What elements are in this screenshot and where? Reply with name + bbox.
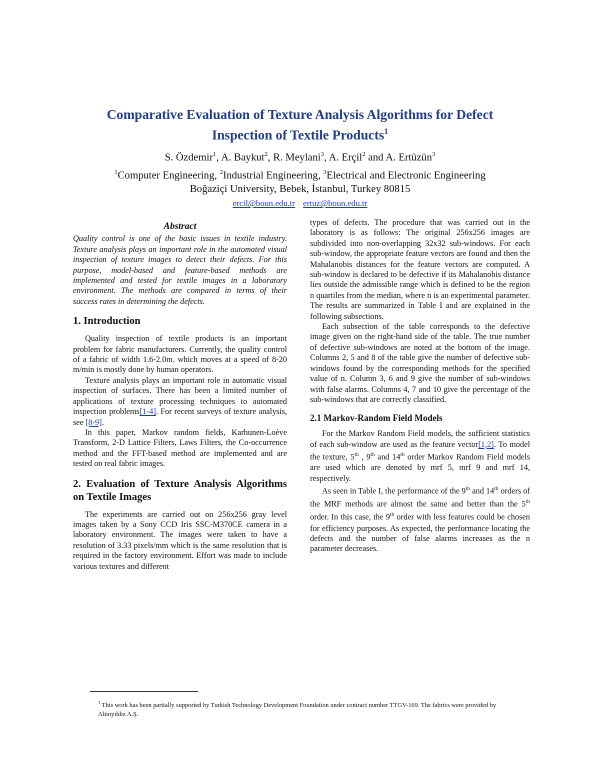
footnote [98, 698, 518, 719]
author-block [40, 148, 560, 209]
footnote-marker: 1 [98, 700, 101, 705]
left-column [73, 218, 287, 572]
author-names: S. Özdemir$^1$, A. Baykut$^2$, R. Meylani$^3$, A. Erçil$^2$ and A. Ertüzün$^3$ [164, 151, 436, 164]
email-link-ertuz[interactable]: ertuz@boun.edu.tr [303, 198, 368, 209]
citation-link[interactable]: [1,2] [478, 439, 494, 449]
intro-paragraph-2: Texture analysis plays an important role in automatic visual inspection of surfaces. There has been a limited number of applications of texture processing techniques to automated inspection problems[1-4]. For recent surveys of texture analysis, see [8-9]. [73, 375, 287, 427]
intro-paragraph-1: Quality inspection of textile products is an important problem for fabric manufacturers. Currently, the quality control of a fabric of width 1.6-2.0m. which moves at a speed of 8-20 m/min is mostly done by human operators. [73, 334, 287, 375]
title-line-1: Comparative Evaluation of Texture Analysis Algorithms for Defect [106, 107, 494, 122]
email-line [40, 197, 560, 209]
section-2-1-heading: 2.1 Markov-Random Field Models [310, 413, 443, 424]
mrf-paragraph-2: As seen in Table I, the performance of the 9th and 14th orders of the MRF methods are almost the same and better than the 5th order. In this case, the 9th order with less features could be chosen for efficiency purposes. As expected, the performance locating the defects and the number of false alarms increases as the n parameter decreases. [310, 486, 530, 554]
section-1-heading: 1. Introduction [73, 316, 141, 328]
footnote-text: This work has been partially supported by Turkish Technology Development Foundation under contract number TTGV-169. The fabrics were provided by Altınyıldız A.Ş. [98, 702, 497, 719]
footnote-divider [90, 691, 198, 692]
mrf-paragraph-1: For the Markov Random Field models, the sufficient statistics of each sub-window are used as the feature vector[1,2]. To model the texture, 5th , 9th and 14th order Markov Random Field models are used which are denoted by mrf 5, mrf 9 and mrf 14, respectively. [310, 429, 531, 483]
title-footnote-marker: 1 [384, 127, 389, 136]
affiliations: $^1$Computer Engineering, $^2$Industrial Engineering, $^3$Electrical and Electronic Engineering [114, 168, 486, 182]
section-2-paragraph-1: The experiments are carried out on 256x256 gray level images taken by a Sony CCD Iris SSC-M370CE camera in a laboratory environment. The images were taken to have a resolution of 3.33 pixels/mm which is the same resolution that is required in the factory environment. Effort was made to include various textures and different [73, 509, 287, 571]
citation-link[interactable]: [8-9] [85, 417, 102, 427]
intro-paragraph-3: In this paper, Markov random fields, Karhunen-Loève Transform, 2-D Lattice Filters, Laws Filters, the Co-occurrence method and the FFT-based method are implemented and are tested on real fabric images. [73, 427, 287, 469]
university-address: Boğaziçi University, Bebek, İstanbul, Turkey 80815 [189, 184, 411, 196]
paper-title [60, 106, 540, 144]
citation-link[interactable]: [1-4] [139, 407, 156, 417]
section-2-paragraph-2: Each subsection of the table corresponds to the defective image given on the right-hand side of the table. The true number of defective sub-windows are noted at the bottom of the image. Columns 2, 5 and 8 of the table give the number of defective sub-windows found by the corresponding methods for the specified value of n. Column 3, 6 and 9 give the number of sub-windows with false alarms. Columns 4, 7 and 10 give the percentage of the sub-windows that are correctly classified. [310, 322, 530, 404]
abstract-heading: Abstract [163, 222, 197, 232]
section-2-paragraph-1-continued: types of defects. The procedure that was carried out in the laboratory is as follows: The original 256x256 images are subdivided into non-overlapping 32x32 sub-windows. For each sub-window, the appropriate feature vectors are found and then the Mahalanobis distances for the feature vectors are computed. A sub-window is declared to be defective if its Mahalanobis distance lies outside the admissible range which is defined to be the region n quartiles from the median, where n is an experimental parameter. The results are summarized in Table I and are explained in the following subsections. [310, 218, 530, 321]
section-2-heading: 2. Evaluation of Texture Analysis Algorithms on Textile Images [73, 478, 287, 503]
email-link-ercil[interactable]: ercil@boun.edu.tr [232, 198, 296, 209]
right-column [310, 218, 530, 555]
abstract-text: Quality control is one of the basic issues in textile industry. Texture analysis plays an important role in the automated visual inspection of texture images to detect their defects. For this purpose, model-based and feature-based methods are implemented and tested for textile images in a laboratory environment. The methods are compared in terms of their success rates in determining the defects. [73, 234, 287, 306]
title-line-2: Inspection of Textile Products$^1$ [211, 127, 389, 143]
